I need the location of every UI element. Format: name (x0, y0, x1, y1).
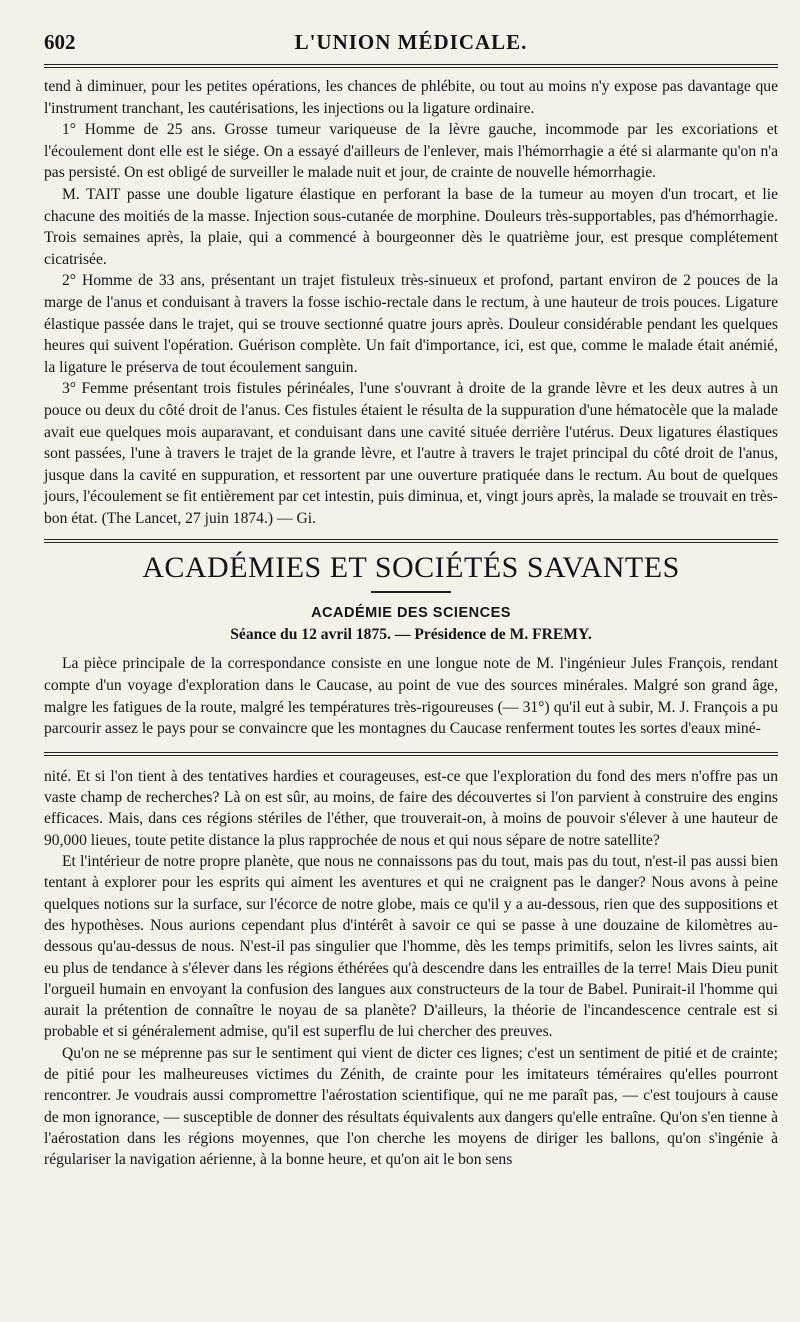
seance-line: Séance du 12 avril 1875. — Présidence de M. FREMY. (230, 626, 592, 644)
article-paragraph: 2° Homme de 33 ans, présentant un trajet fistuleux très-sinueux et profond, partant environ de 2 pouces de la marge de l'anus et conduisant à travers la fosse ischio-rectale dans le rectum, à une hauteur de trois pouces. Ligature élastique passée dans le trajet, qui se trouve sectionné quatre jours après. Douleur considérable pendant les quelques heures qui suivent l'opération. Guérison complète. Un fait d'importance, ici, est que, comme le malade était anémié, la ligature le préserva de tout écoulement sanguin. (44, 272, 778, 376)
feuilleton-paragraph: Et l'intérieur de notre propre planète, que nous ne connaissons pas du tout, mais pas du tout, n'est-il pas aussi bien tentant à explorer pour les esprits qui aiment les aventures et qui ne craignent pas le danger? Nous avons à peine quelques notions sur la surface, sur l'écorce de notre globe, mais ce qu'il y a au-dessous, rien que des suppositions et des hypothèses. Nous aurions cependant plus d'intérêt à savoir ce qui se passe à une douzaine de kilomètres au-dessous qu'au-dessus de nous. N'est-il pas singulier que l'homme, dès les temps primitifs, selon les livres saints, ait eu plus de tendance à s'élever dans les régions éthérées qu'à descendre dans les entrailles de la terre! Mais Dieu punit l'orgueil humain en envoyant la confusion des langues aux constructeurs de la tour de Babel. Punirait-il l'homme qui aurait la prétention de connaître le noyau de sa planète? D'ailleurs, la théorie de l'incandescence centrale est si probable et si généralement admise, qu'il est superflu de lui chercher des preuves. (44, 853, 778, 1041)
article-paragraph: M. TAIT passe une double ligature élastique en perforant la base de la tumeur au moyen d'un trocart, et lie chacune des moitiés de la masse. Injection sous-cutanée de morphine. Douleurs très-supportables, pas d'hémorrhagie. Trois semaines après, la plaie, qui a commencé à bourgeonner dès le quatrième jour, est presque complétement cicatrisée. (44, 185, 778, 268)
feuilleton-paragraph: Qu'on ne se méprenne pas sur le sentiment qui vient de dicter ces lignes; c'est un sentiment de pitié et de crainte; de pitié pour les malheureuses victimes du Zénith, de crainte pour les imitateurs téméraires qu'elles pourront rencontrer. Je voudrais aussi compromettre l'aérostation scientifique, qui ne me paraît pas, — c'est toujours à cause de mon ignorance, — susceptible de donner des résultats équivalents aux dangers qu'elle entraîne. Qu'on s'en tienne à l'aérostation dans les régions moyennes, que l'on cherche les moyens de diriger les ballons, qu'on s'ingénie à régulariser la navigation aérienne, à la bonne heure, et qu'on ait le bon sens (44, 1044, 778, 1169)
section-title: ACADÉMIES ET SOCIÉTÉS SAVANTES (142, 551, 680, 585)
journal-title: L'UNION MÉDICALE. (294, 30, 528, 54)
feuilleton-divider (44, 752, 778, 756)
page-header (44, 0, 778, 68)
article-paragraph: 1° Homme de 25 ans. Grosse tumeur variqueuse de la lèvre gauche, incommode par les excoriations et l'écoulement dont elle est le siége. On a essayé d'ailleurs de l'enlever, mais l'hémorrhagie a été si alarmante qu'on n'a pas persisté. On est obligé de surveiller le malade nuit et jour, de crainte de nouvelle hémorrhagie. (44, 121, 778, 182)
title-underline (371, 591, 451, 593)
section-subtitle: ACADÉMIE DES SCIENCES (311, 605, 511, 622)
article-paragraph: 3° Femme présentant trois fistules périnéales, l'une s'ouvrant à droite de la grande lèvre et les deux autres à un pouce ou deux du côté droit de l'anus. Ces fistules étaient le résulta de la suppuration d'une hématocèle que la malade avait eue quelques mois auparavant, et conduisant dans une cavité située derrière l'utérus. Deux ligatures élastiques sont passées, l'une à travers le trajet de la grande lèvre, et l'autre à travers le trajet principal du côté droit de l'anus, jusque dans la cavité en suppuration, et ressortent par une ouverture pratiquée dans le rectum. Au bout de quelques jours, l'écoulement se fit entièrement par cet intestin, puis diminua, et, vingt jours après, la malade se trouvait en très-bon état. (The Lancet, 27 juin 1874.) — Gi. (44, 380, 778, 527)
feuilleton-paragraph: nité. Et si l'on tient à des tentatives hardies et courageuses, est-ce que l'exploration du fond des mers n'offre pas un vaste champ de recherches? Là on est sûr, au moins, de faire des découvertes si l'on parvient à construire des engins efficaces. Mais, dans ces régions stériles de l'éther, que trouverait-on, à moins de pouvoir s'élever à une hauteur de 90,000 lieues, toute petite distance la plus rapprochée de nous et qui nous sépare de notre satellite? (44, 767, 778, 849)
section-body (44, 653, 778, 739)
feuilleton (44, 766, 778, 1171)
top-article (44, 76, 778, 529)
page-number: 602 (44, 30, 76, 54)
article-paragraph: tend à diminuer, pour les petites opérations, les chances de phlébite, ou tout au moins n'y expose pas davantage que l'instrument tranchant, les cautérisations, les injections ou la ligature ordinaire. (44, 78, 778, 117)
section-paragraph: La pièce principale de la correspondance consiste en une longue note de M. l'ingénieur Jules François, rendant compte d'un voyage d'exploration dans le Caucase, au point de vue des sources minérales. Malgré son grand âge, malgre les fatigues de la route, malgré les températures très-rigoureuses (— 31°) qu'il eut à subir, M. J. François a pu parcourir assez le pays pour se convaincre que les montagnes du Caucase renferment toutes les sortes d'eaux miné- (44, 655, 778, 738)
section-divider (44, 539, 778, 543)
